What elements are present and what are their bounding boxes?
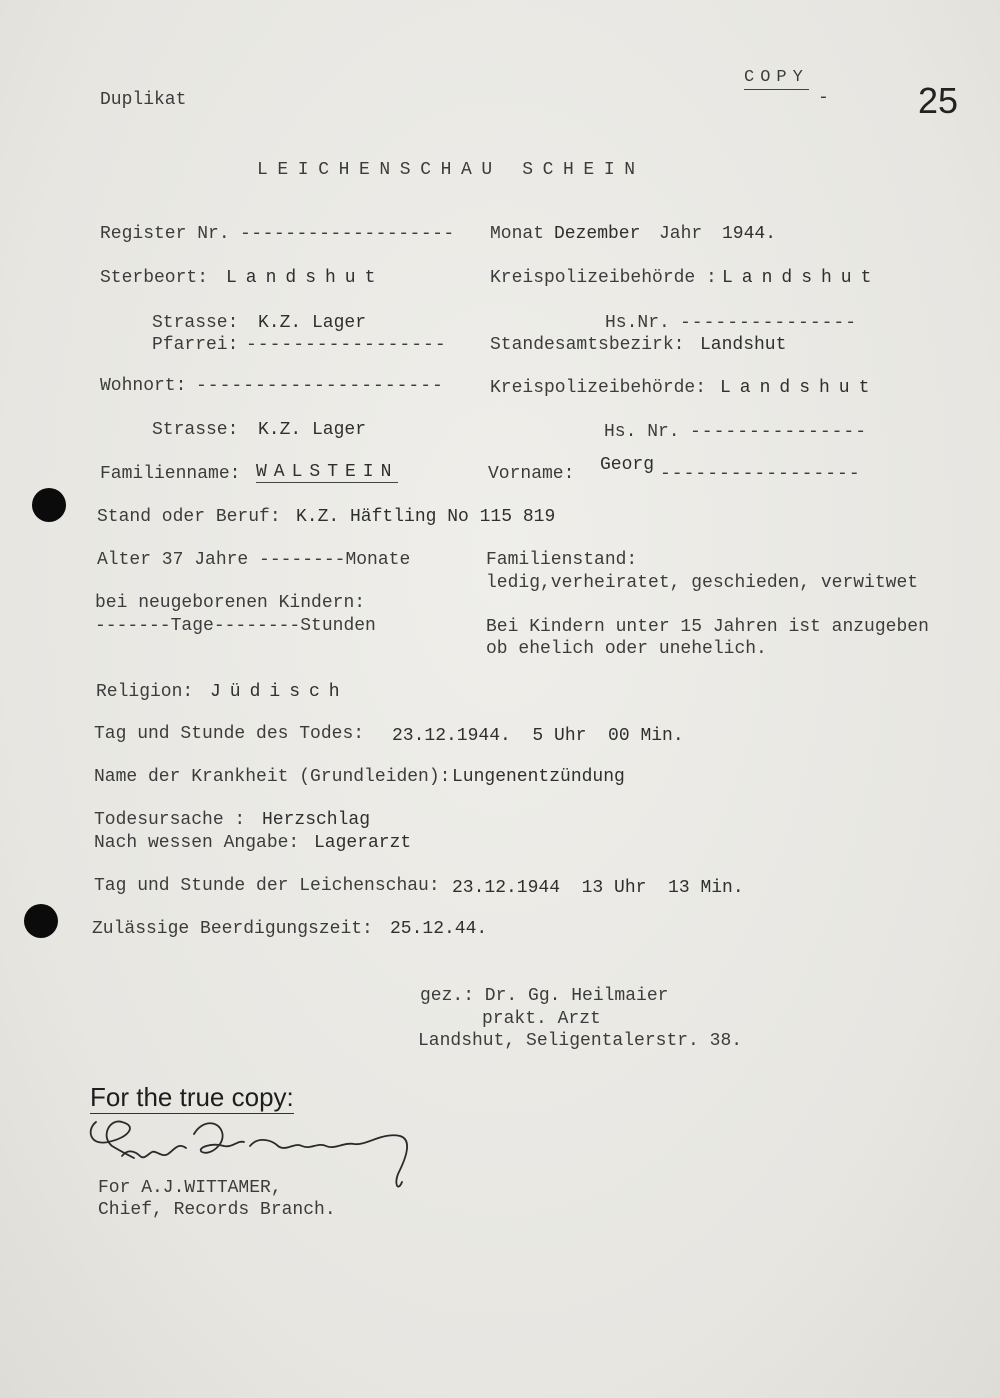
- kreispolizei-2-label: Kreispolizeibehörde:: [490, 378, 707, 398]
- beerdigung-label: Zulässige Beerdigungszeit:: [92, 919, 373, 939]
- wohnort-dashes: ---------------------: [196, 376, 444, 396]
- kreispolizei-1-value: Landshut: [722, 268, 881, 288]
- standesamt-value: Landshut: [700, 335, 787, 355]
- vorname-label: Vorname:: [488, 464, 575, 484]
- for-wittamer-line: For A.J.WITTAMER,: [98, 1178, 282, 1198]
- kreispolizei-2-value: Landshut: [720, 378, 879, 398]
- punch-hole-bottom: [24, 904, 58, 938]
- religion-value: Jüdisch: [210, 682, 349, 702]
- kinder-note-1: Bei Kindern unter 15 Jahren ist anzugeben: [486, 617, 929, 637]
- true-copy-label: For the true copy:: [90, 1082, 294, 1112]
- krankheit-value: Lungenentzündung: [452, 767, 625, 787]
- todesursache-label: Todesursache :: [94, 810, 246, 830]
- register-label: Register Nr.: [100, 224, 230, 244]
- sterbeort-value: Landshut: [226, 268, 385, 288]
- todes-label: Tag und Stunde des Todes:: [94, 724, 365, 744]
- beerdigung-value: 25.12.44.: [390, 919, 488, 939]
- monat-value: Dezember: [554, 224, 641, 244]
- register-dashes: -------------------: [240, 224, 455, 244]
- todes-value: 23.12.1944. 5 Uhr 00 Min.: [392, 726, 684, 746]
- todesursache-value: Herzschlag: [262, 810, 371, 830]
- stand-value: K.Z. Häftling No 115 819: [296, 507, 556, 527]
- religion-label: Religion:: [96, 682, 194, 702]
- krankheit-label: Name der Krankheit (Grundleiden):: [94, 767, 451, 787]
- copy-stamp: COPY: [744, 68, 809, 90]
- familienstand-options: ledig,verheiratet, geschieden, verwitwet: [486, 573, 919, 593]
- hsnr-2-dashes: ---------------: [690, 422, 868, 442]
- hsnr-1-label: Hs.Nr.: [605, 313, 670, 333]
- leichenschau-value: 23.12.1944 13 Uhr 13 Min.: [452, 878, 744, 898]
- copy-dash: -: [818, 88, 829, 108]
- familienstand-label: Familienstand:: [486, 550, 638, 570]
- signed-by-line: gez.: Dr. Gg. Heilmaier: [420, 986, 669, 1006]
- kinder-note-2: ob ehelich oder unehelich.: [486, 639, 767, 659]
- strasse-1-label: Strasse:: [152, 313, 239, 333]
- pfarrei-label: Pfarrei:: [152, 335, 239, 355]
- standesamt-label: Standesamtsbezirk:: [490, 335, 685, 355]
- neugeboren-label: bei neugeborenen Kindern:: [95, 593, 366, 613]
- hsnr-2-label: Hs. Nr.: [604, 422, 680, 442]
- pfarrei-dashes: -----------------: [246, 335, 447, 355]
- angabe-value: Lagerarzt: [314, 833, 412, 853]
- vorname-value: Georg: [600, 455, 655, 475]
- strasse-1-value: K.Z. Lager: [258, 313, 367, 333]
- familienname-label: Familienname:: [100, 464, 241, 484]
- document-title: LEICHENSCHAU SCHEIN: [257, 160, 645, 180]
- wohnort-label: Wohnort:: [100, 376, 187, 396]
- sterbeort-label: Sterbeort:: [100, 268, 209, 288]
- signed-title-line: prakt. Arzt: [482, 1009, 601, 1029]
- punch-hole-top: [32, 488, 66, 522]
- duplikat-label: Duplikat: [100, 90, 187, 110]
- hsnr-1-dashes: ---------------: [680, 313, 858, 333]
- stand-label: Stand oder Beruf:: [97, 507, 281, 527]
- jahr-value: 1944.: [722, 224, 777, 244]
- vorname-dashes: -----------------: [660, 464, 861, 484]
- kreispolizei-1-label: Kreispolizeibehörde :: [490, 268, 717, 288]
- page-number: 25: [918, 80, 959, 121]
- leichenschau-label: Tag und Stunde der Leichenschau:: [94, 876, 440, 896]
- familienname-value: WALSTEIN: [256, 462, 399, 482]
- angabe-label: Nach wessen Angabe:: [94, 833, 300, 853]
- tage-line: -------Tage--------Stunden: [95, 616, 376, 636]
- chief-records-line: Chief, Records Branch.: [98, 1200, 336, 1220]
- strasse-2-label: Strasse:: [152, 420, 239, 440]
- alter-line: Alter 37 Jahre --------Monate: [97, 550, 411, 570]
- strasse-2-value: K.Z. Lager: [258, 420, 367, 440]
- jahr-label: Jahr: [659, 224, 703, 244]
- signed-address-line: Landshut, Seligentalerstr. 38.: [418, 1031, 743, 1051]
- monat-label: Monat: [490, 224, 545, 244]
